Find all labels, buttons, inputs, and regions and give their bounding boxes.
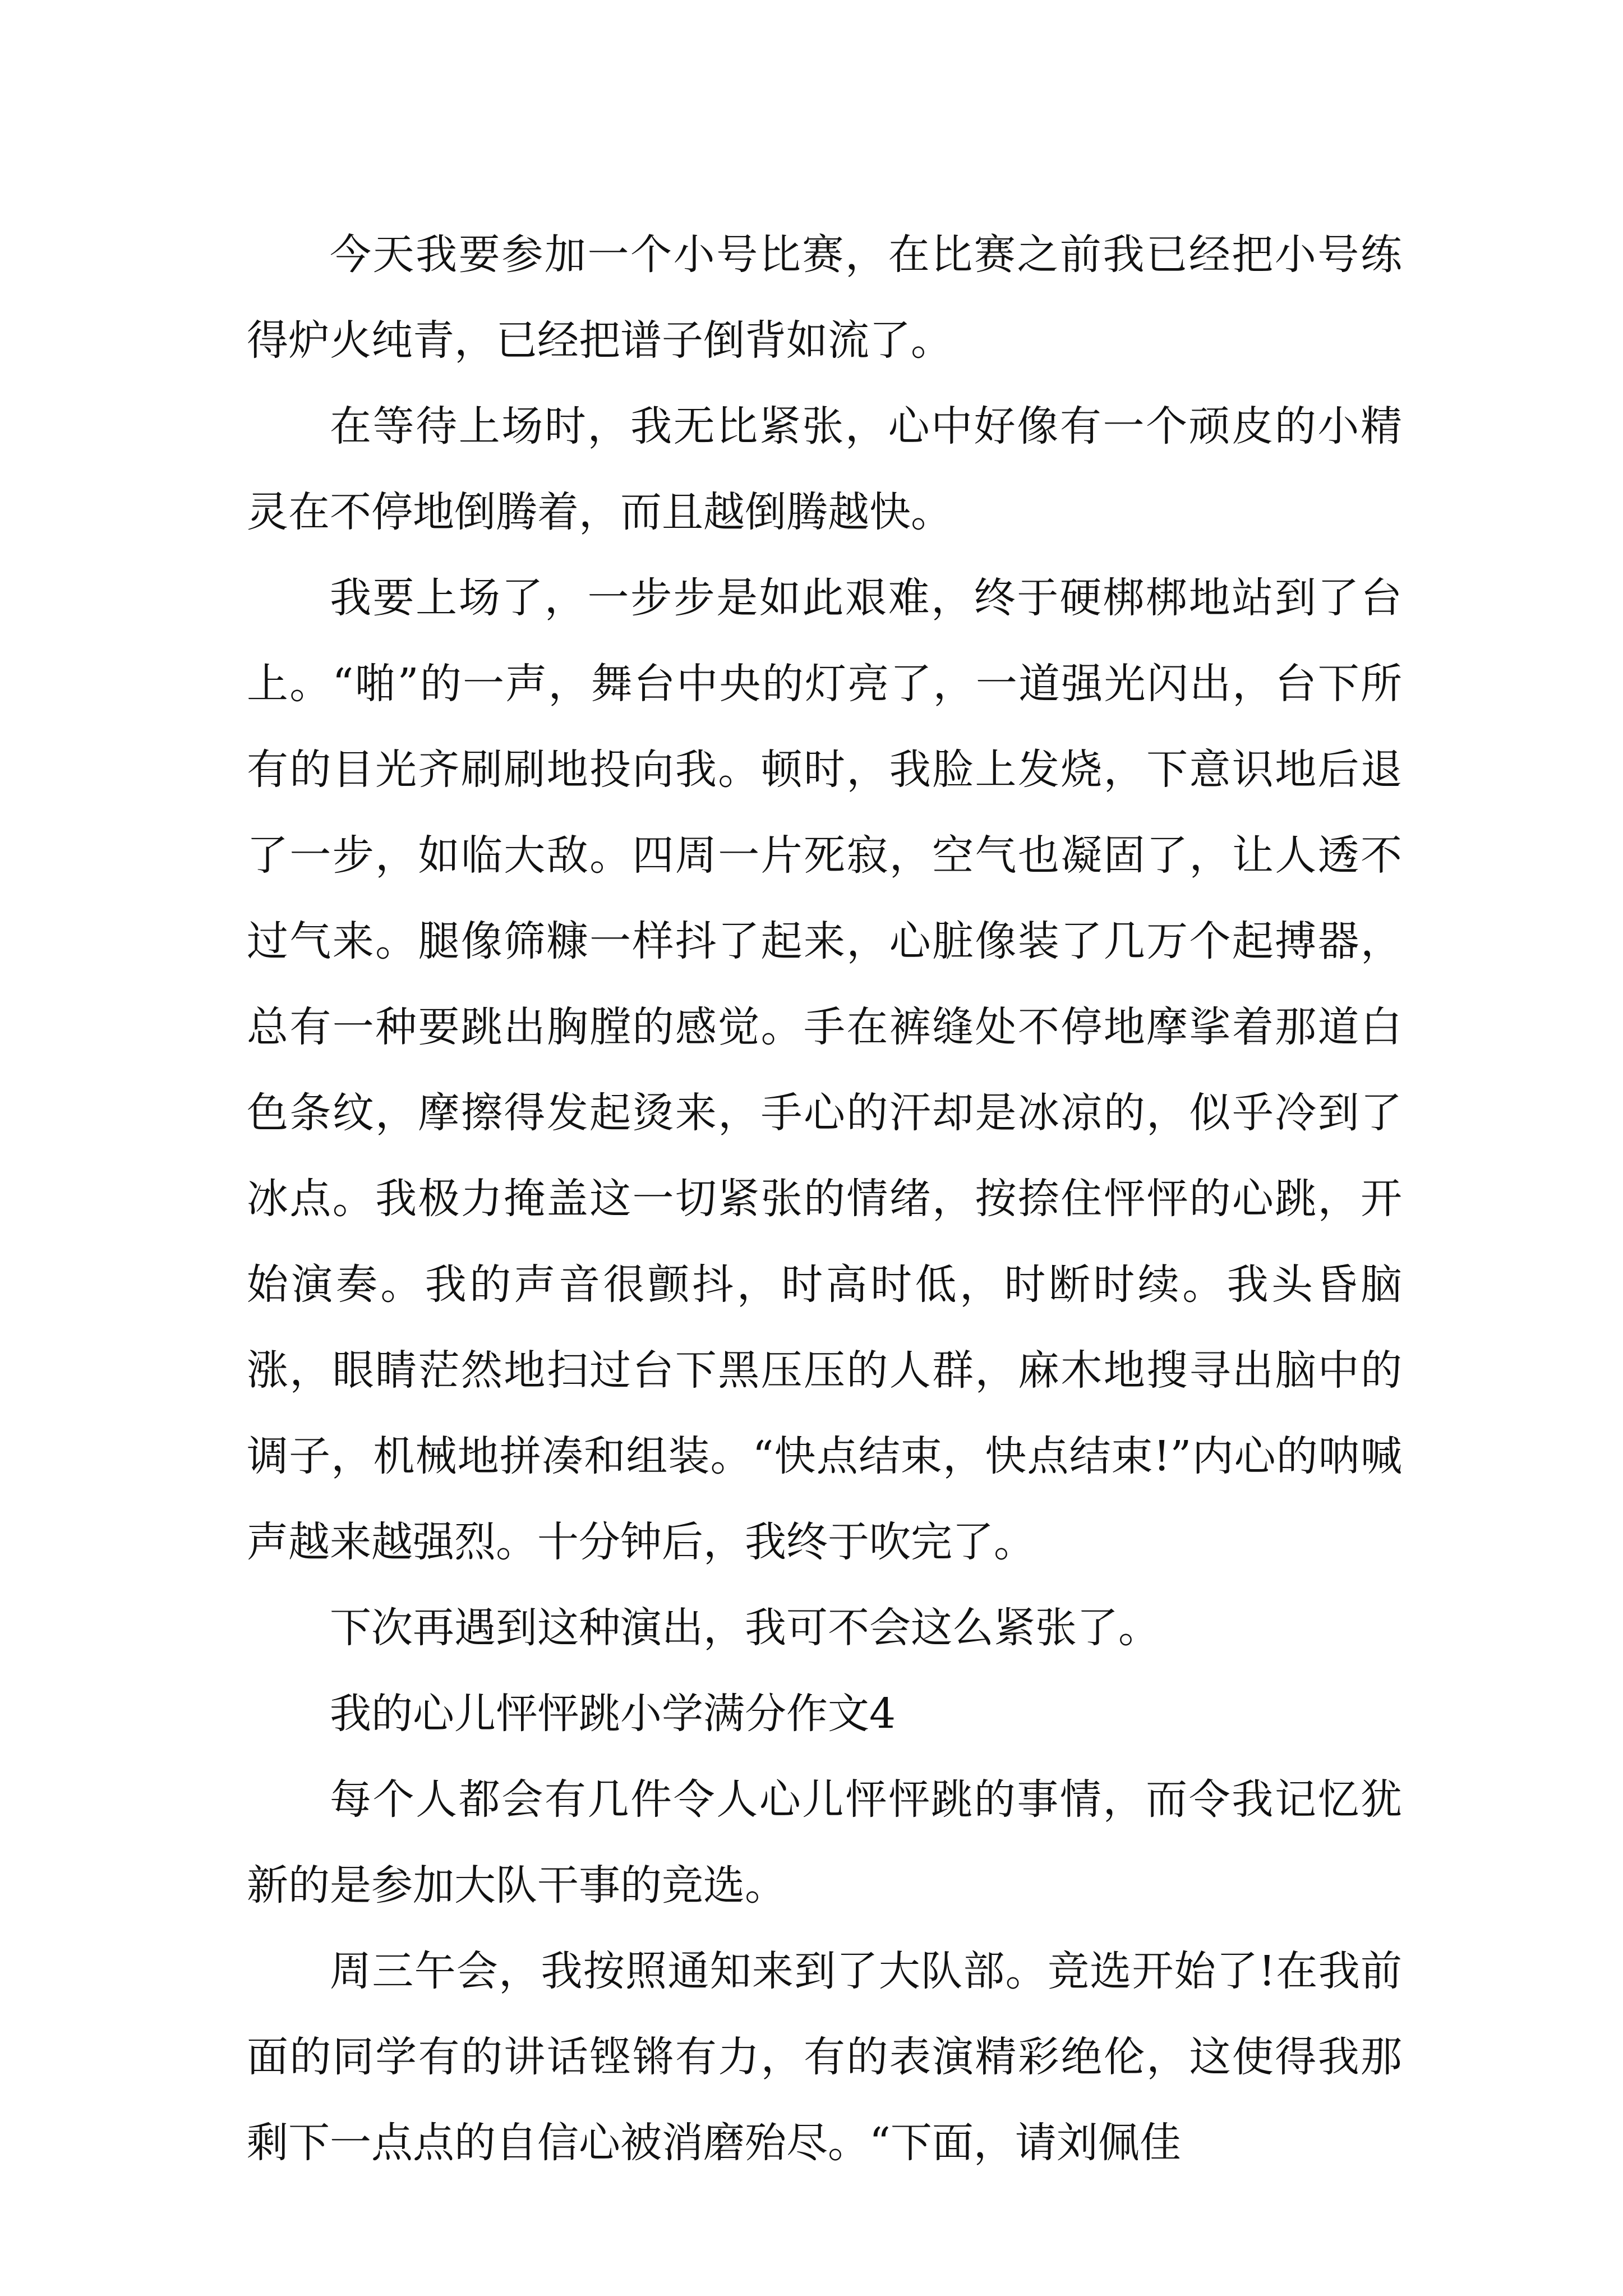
paragraph-3: 我要上场了，一步步是如此艰难，终于硬梆梆地站到了台上。“啪”的一声，舞台中央的灯亮了，一道强光闪出，台下所有的目光齐刷刷地投向我。顿时，我脸上发烧，下意识地后退了一步，如临大敌。四周一片死寂，空气也凝固了，让人透不过气来。腿像筛糠一样抖了起来，心脏像装了几万个起搏器，总有一种要跳出胸膛的感觉。手在裤缝处不停地摩挲着那道白色条纹，摩擦得发起烫来，手心的汗却是冰凉的，似乎冷到了冰点。我极力掩盖这一切紧张的情绪，按捺住怦怦的心跳，开始演奏。我的声音很颤抖，时高时低，时断时续。我头昏脑涨，眼睛茫然地扫过台下黑压压的人群，麻木地搜寻出脑中的调子，机械地拼凑和组装。“快点结束，快点结束!”内心的呐喊声越来越强烈。十分钟后，我终于吹完了。 bbox=[247, 574, 1402, 1566]
essay-heading: 我的心儿怦怦跳小学满分作文4 bbox=[330, 1690, 896, 1738]
paragraph-2: 在等待上场时，我无比紧张，心中好像有一个顽皮的小精灵在不停地倒腾着，而且越倒腾越快。 bbox=[247, 402, 1402, 536]
essay-body bbox=[247, 212, 1402, 2186]
paragraph-4: 下次再遇到这种演出，我可不会这么紧张了。 bbox=[330, 1604, 1160, 1652]
paragraph-5: 每个人都会有几件令人心儿怦怦跳的事情，而令我记忆犹新的是参加大队干事的竞选。 bbox=[247, 1775, 1402, 1910]
paragraph-6: 周三午会，我按照通知来到了大队部。竞选开始了!在我前面的同学有的讲话铿锵有力，有的表演精彩绝伦，这使得我那剩下一点点的自信心被消磨殆尽。“下面，请刘佩佳 bbox=[247, 1947, 1402, 2167]
paragraph-1: 今天我要参加一个小号比赛，在比赛之前我已经把小号练得炉火纯青，已经把谱子倒背如流了。 bbox=[247, 231, 1402, 365]
